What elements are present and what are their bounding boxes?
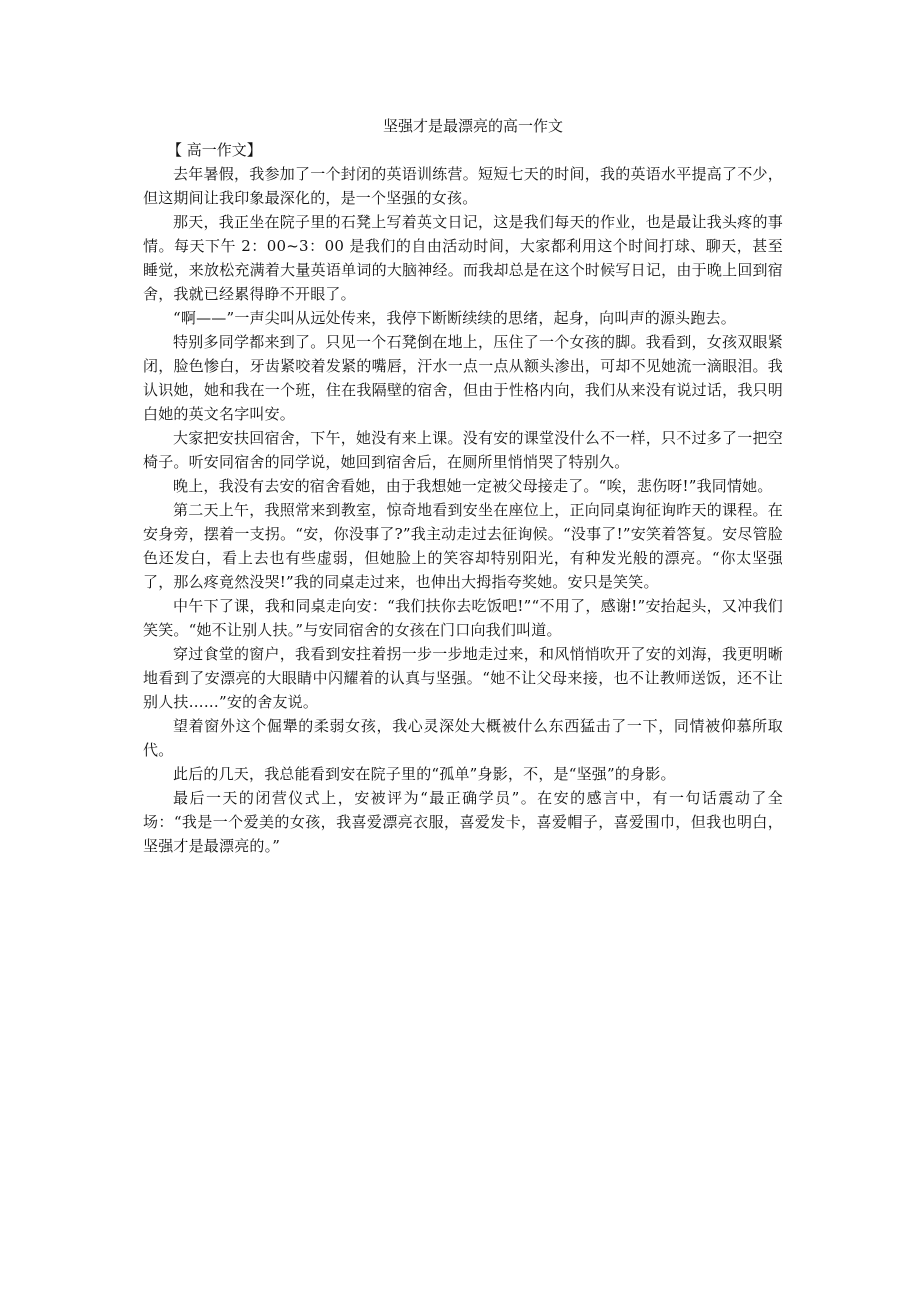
paragraph: “啊——”一声尖叫从远处传来，我停下断断续续的思绪，起身，向叫声的源头跑去。 — [173, 309, 736, 327]
paragraph: 此后的几天，我总能看到安在院子里的“孤单”身影，不，是“坚强”的身影。 — [173, 765, 676, 783]
paragraph: 去年暑假，我参加了一个封闭的英语训练营。短短七天的时间，我的英语水平提高了不少，但这期间让我印象最深化的，是一个坚强的女孩。 — [143, 165, 783, 207]
paragraph: 大家把安扶回宿舍，下午，她没有来上课。没有安的课堂没什么不一样，只不过多了一把空椅子。听安同宿舍的同学说，她回到宿舍后，在厕所里悄悄哭了特别久。 — [143, 429, 783, 471]
document-category: 【 高一作文】 — [167, 141, 262, 159]
paragraph: 最后一天的闭营仪式上，安被评为“最正确学员”。在安的感言中，有一句话震动了全场：“我是一个爱美的女孩，我喜爱漂亮衣服，喜爱发卡，喜爱帽子，喜爱围巾，但我也明白，坚强才是最漂亮的。” — [143, 789, 783, 855]
document-title: 坚强才是最漂亮的高一作文 — [382, 117, 563, 135]
paragraph: 穿过食堂的窗户，我看到安拄着拐一步一步地走过来，和风悄悄吹开了安的刘海，我更明晰地看到了安漂亮的大眼睛中闪耀着的认真与坚强。“她不让父母来接，也不让教师送饭，还不让别人扶……”安的舍友说。 — [143, 645, 783, 711]
paragraph: 第二天上午，我照常来到教室，惊奇地看到安坐在座位上，正向同桌询征询昨天的课程。在安身旁，摆着一支拐。“安，你没事了?”我主动走过去征询候。“没事了!”安笑着答复。安尽管脸色还发白，看上去也有些虚弱，但她脸上的笑容却特别阳光，有种发光般的漂亮。“你太坚强了，那么疼竟然没哭!”我的同桌走过来，也伸出大拇指夸奖她。安只是笑笑。 — [143, 501, 783, 591]
paragraph: 特别多同学都来到了。只见一个石凳倒在地上，压住了一个女孩的脚。我看到，女孩双眼紧闭，脸色惨白，牙齿紧咬着发紧的嘴唇，汗水一点一点从额头渗出，可却不见她流一滴眼泪。我认识她，她和我在一个班，住在我隔壁的宿舍，但由于性格内向，我们从来没有说过话，我只明白她的英文名字叫安。 — [143, 333, 783, 423]
paragraph: 那天，我正坐在院子里的石凳上写着英文日记，这是我们每天的作业，也是最让我头疼的事情。每天下午 2：00~3：00 是我们的自由活动时间，大家都利用这个时间打球、聊天，甚至睡觉，来放松充满着大量英语单词的大脑神经。而我却总是在这个时候写日记，由于晚上回到宿舍，我就已经累得睁不开眼了。 — [143, 213, 783, 303]
paragraph: 中午下了课，我和同桌走向安：“我们扶你去吃饭吧!”“不用了，感谢!”安抬起头，又冲我们笑笑。“她不让别人扶。”与安同宿舍的女孩在门口向我们叫道。 — [143, 597, 783, 639]
paragraph: 望着窗外这个倔犟的柔弱女孩，我心灵深处大概被什么东西猛击了一下，同情被仰慕所取代。 — [143, 717, 783, 759]
paragraph: 晚上，我没有去安的宿舍看她，由于我想她一定被父母接走了。“唉，悲伤呀!”我同情她。 — [173, 477, 773, 495]
document-page — [143, 114, 783, 858]
